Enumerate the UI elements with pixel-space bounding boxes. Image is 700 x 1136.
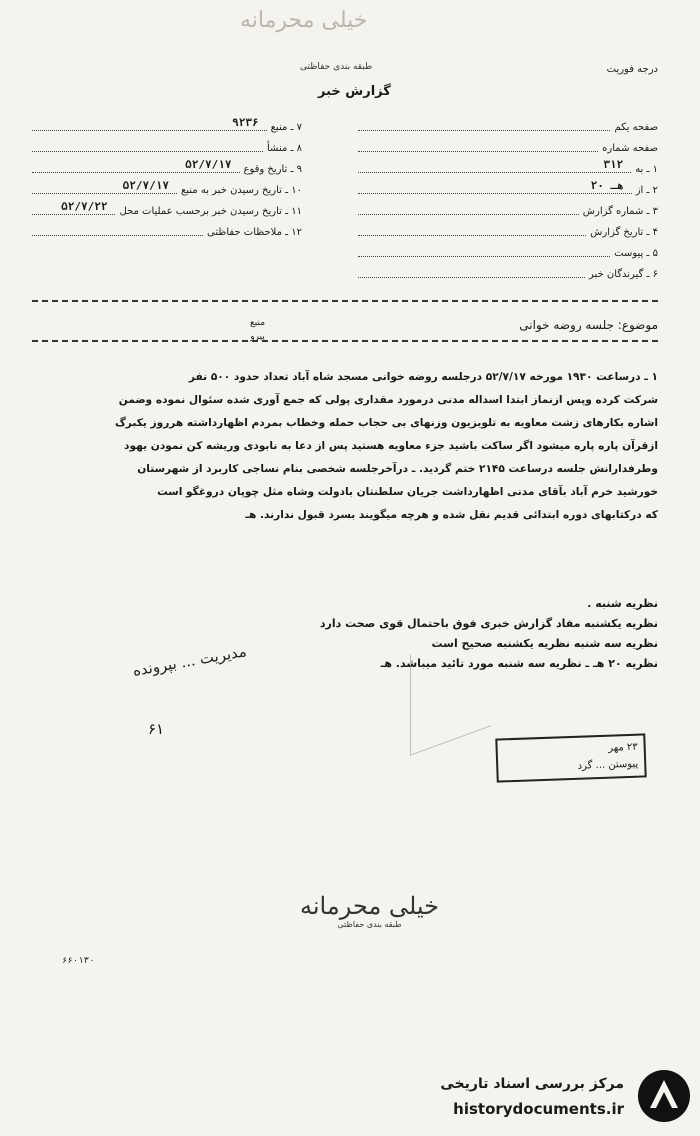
opinion-line: نظریه ۲۰ هـ ـ نظریه سه شنبه مورد تائید میباشد. هـ — [380, 657, 658, 670]
handwritten-approval: مدیریت ... بپرونده — [131, 642, 248, 680]
report-body — [48, 366, 658, 527]
archive-website: historydocuments.ir — [453, 1100, 624, 1118]
field-row: صفحه یکم — [358, 112, 658, 133]
dashed-divider — [32, 340, 658, 342]
archive-logo-icon — [636, 1068, 692, 1124]
body-line: خورشید خرم آباد بآقای مدنی اظهارداشت جریان سلطنتان بادولت وشاه مثل چوپان دروغگو است — [157, 486, 658, 498]
fields-right-column — [358, 112, 658, 280]
field-row: ۴ ـ تاریخ گزارش — [358, 217, 658, 238]
subject-line: موضوع: جلسه روضه خوانی — [519, 318, 658, 332]
rubber-stamp: ۲۳ مهر پیوستن ... گرد — [495, 733, 646, 782]
handwritten-number: ۶۱ — [148, 720, 165, 738]
archive-org-name: مرکز بررسی اسناد تاریخی — [440, 1076, 624, 1092]
field-row: ۲ ـ از ۲۰ هـ — [358, 175, 658, 196]
field-row: ۶ ـ گیرندگان خبر — [358, 259, 658, 280]
body-line: که درکتابهای دوره ابتدائی قدیم نقل شده و هرچه میگویند بسرد قبول ندارند. هـ — [245, 509, 658, 521]
opinion-line: نظریه سه شنبه نظریه یکشنبه صحیح است — [431, 637, 658, 650]
field-row: ۷ ـ منبع ۹۲۳۶ — [32, 112, 302, 133]
body-line: شرکت کرده وپس ازنماز ابتدا اسداله مدنی درمورد مقداری پولی که جمع آوری شده سئوال نموده وضمن — [118, 394, 658, 406]
report-title: گزارش خبر — [318, 84, 391, 99]
body-line: ۱ ـ درساعت ۱۹۳۰ مورخه ۵۲/۷/۱۷ درجلسه روضه خوانی مسجد شاه آباد تعداد حدود ۵۰۰ نفر — [188, 371, 658, 383]
field-row: ۱۲ ـ ملاحظات حفاظتی — [32, 217, 302, 238]
body-line: اشاره بکارهای زشت معاویه به تلویزیون وزنهای بی حجاب حمله وخطاب بمردم اظهارداشته هرروز یکبرگ — [114, 417, 658, 429]
body-line: ازقرآن پاره پاره میشود اگر ساکت باشید جزء معاویه هستید پس از دعا به نابودی وریشه کن نمودن یهود — [124, 440, 658, 452]
field-row: صفحه شماره — [358, 133, 658, 154]
field-row: ۱۰ ـ تاریخ رسیدن خبر به منبع ۵۲/۷/۱۷ — [32, 175, 302, 196]
opinion-line: نظریه یکشنبه مفاد گزارش خبری فوق باحتمال قوی صحت دارد — [319, 617, 658, 630]
page-code: ۶۶۰۱۳۰ — [62, 956, 95, 966]
body-line: وطرفدارانش جلسه درساعت ۲۱۴۵ ختم گردید. ـ درآخرجلسه شخصی بنام نساجی کاربرد از شهرستان — [137, 463, 658, 475]
dashed-divider — [32, 300, 658, 302]
top-classification-stamp: خیلی محرمانه — [240, 8, 368, 33]
field-row: ۸ ـ منشأ — [32, 133, 302, 154]
opinion-line: نظریه شنبه . — [587, 597, 658, 610]
fields-left-column — [32, 112, 302, 238]
source-labels: منبع پیرو — [250, 318, 266, 342]
classification-label: طبقه بندی حفاظتی — [300, 62, 373, 72]
field-row: ۱۱ ـ تاریخ رسیدن خبر برحسب عملیات محل ۵۲/۷/۲۲ — [32, 196, 302, 217]
field-row: ۹ ـ تاریخ وقوع ۵۲/۷/۱۷ — [32, 154, 302, 175]
field-row: ۵ ـ پیوست — [358, 238, 658, 259]
field-row: ۱ ـ به ۳۱۲ — [358, 154, 658, 175]
bottom-classification-stamp: خیلی محرمانه طبقه بندی حفاظتی — [300, 892, 439, 929]
urgency-label: درجه فوریت — [606, 64, 658, 75]
field-row: ۳ ـ شماره گزارش — [358, 196, 658, 217]
